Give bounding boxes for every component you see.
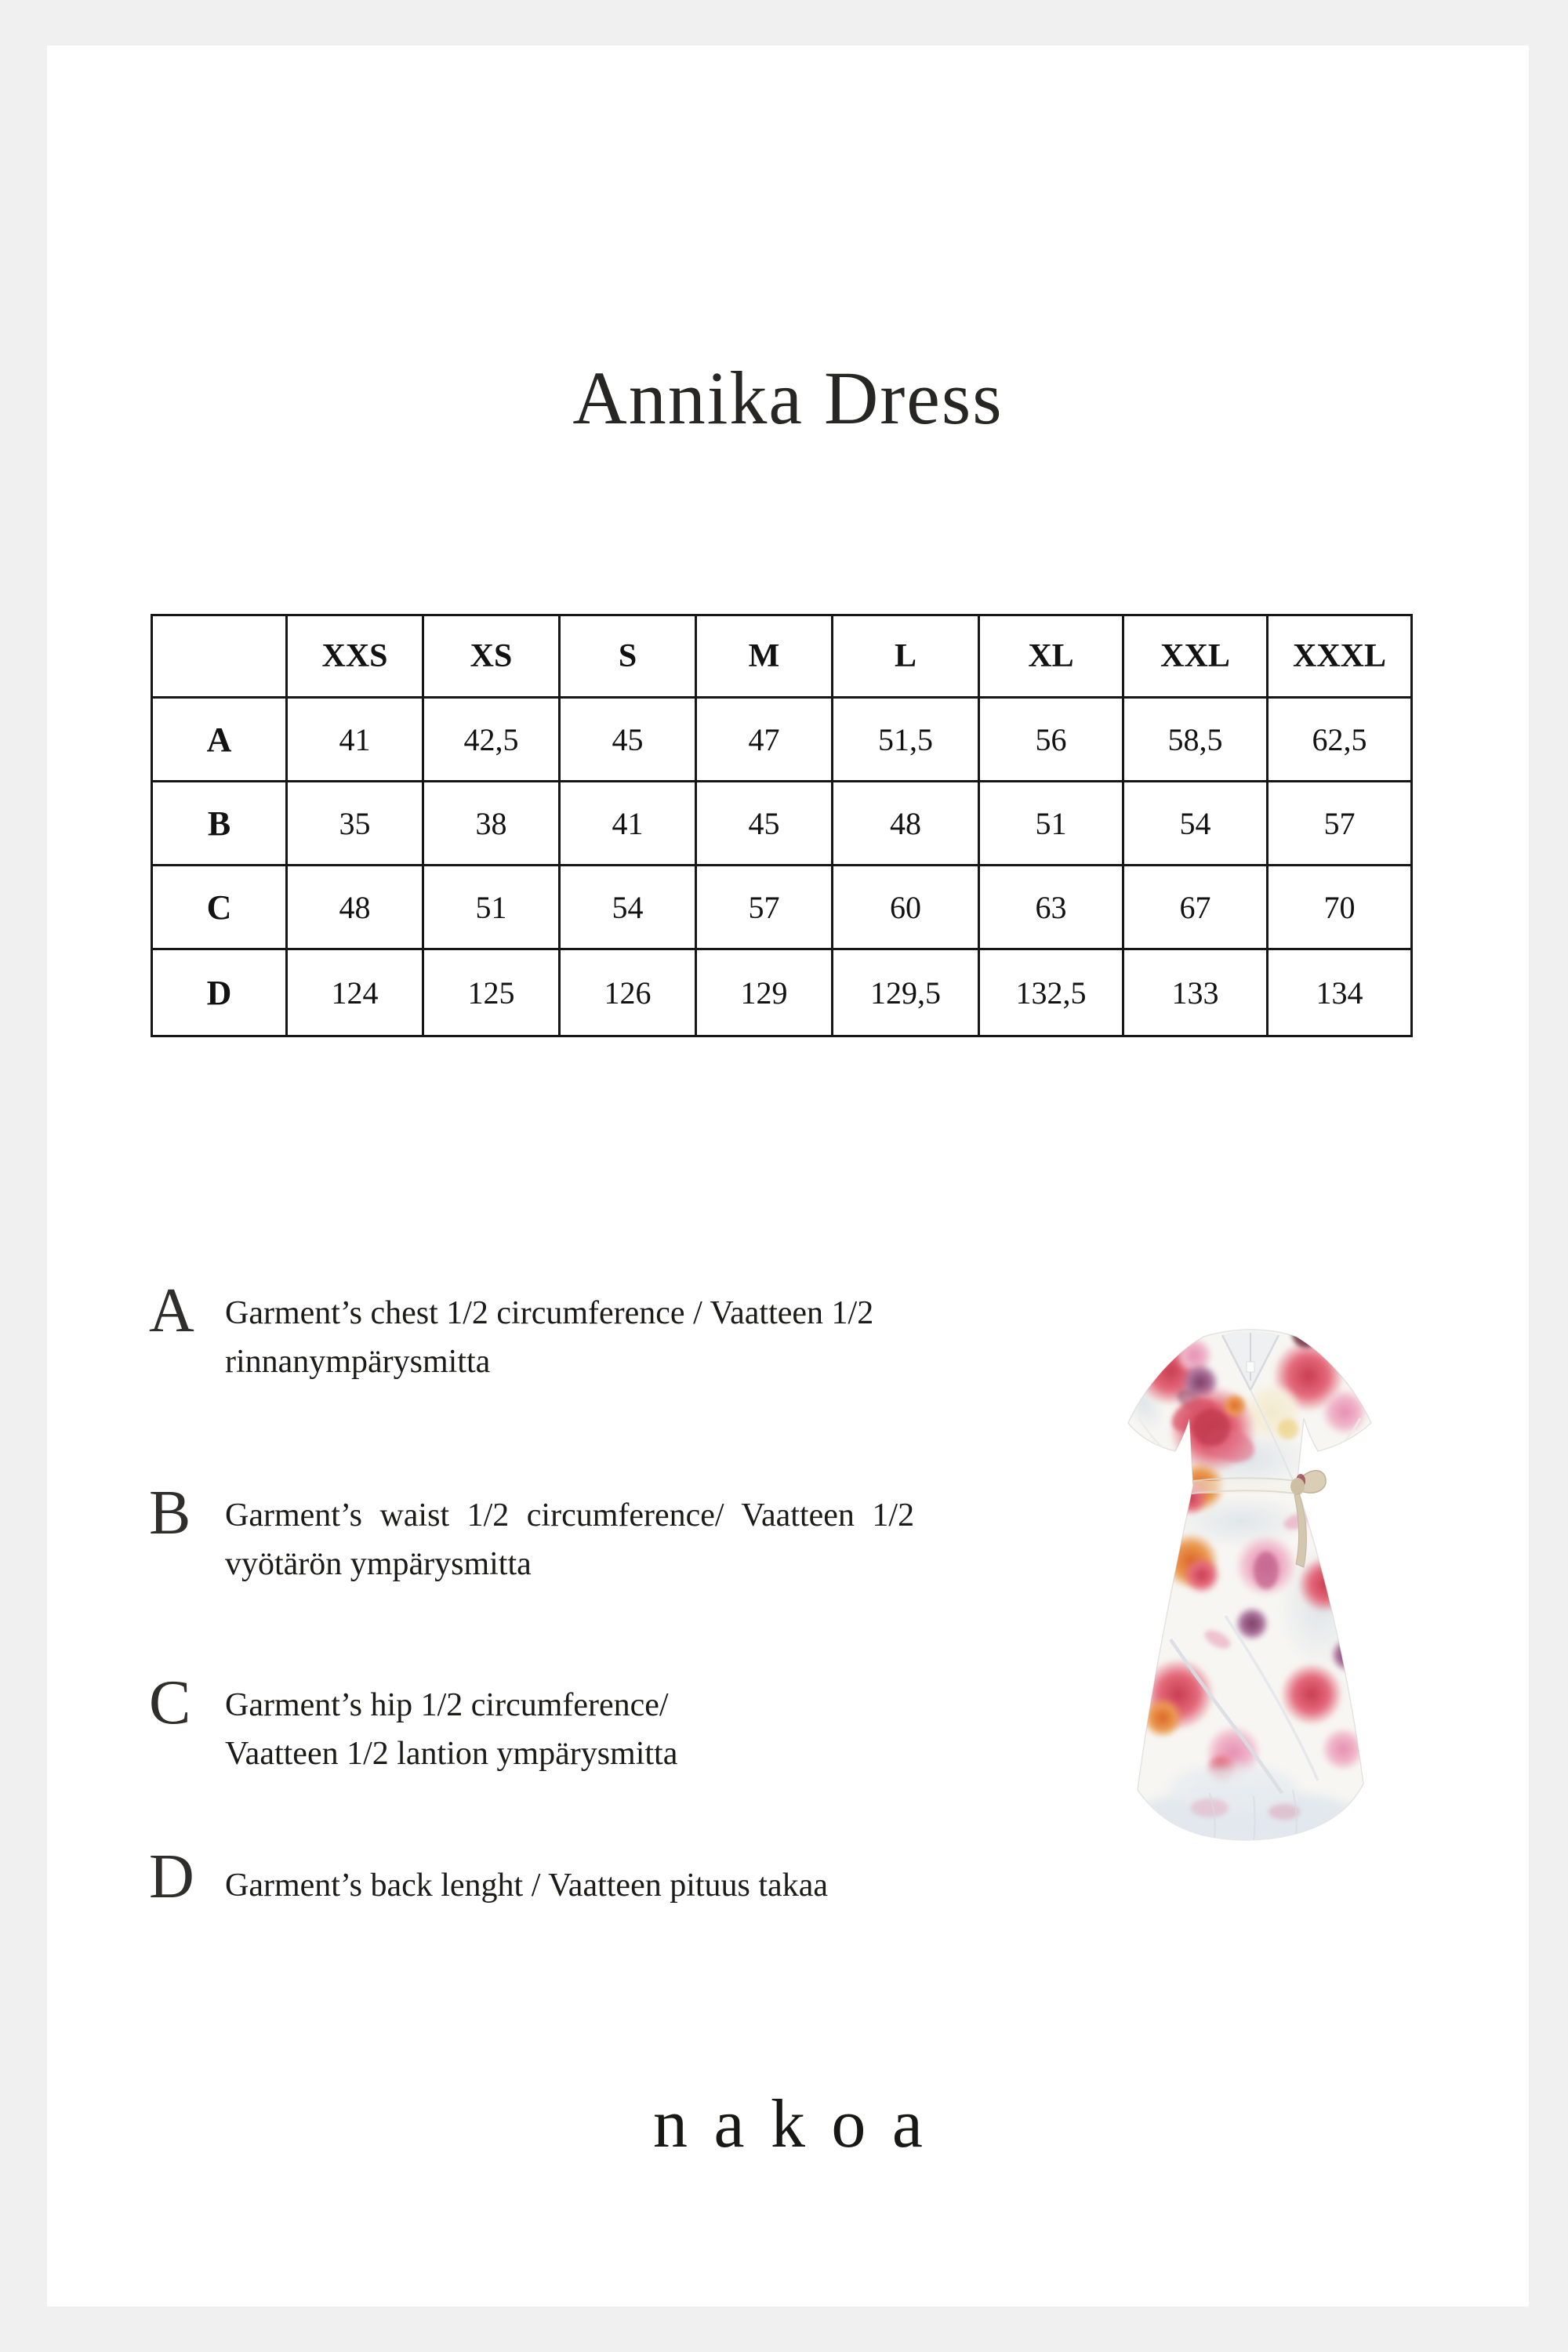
legend-item-d [149, 1842, 1025, 1911]
size-value-cell: 70 [1268, 866, 1412, 949]
legend-item-c [149, 1668, 1025, 1778]
size-value-cell: 51 [979, 782, 1123, 866]
measurement-description-c [225, 1681, 1025, 1778]
size-value-cell: 48 [287, 866, 423, 949]
product-title: Annika Dress [572, 356, 1004, 440]
measurement-description-b [225, 1491, 1025, 1588]
size-value-cell: 133 [1123, 949, 1268, 1036]
size-value-cell: 41 [287, 698, 423, 782]
size-column-header: XS [423, 615, 560, 698]
size-value-cell: 129 [696, 949, 833, 1036]
product-photo-floral-wrap-dress [1116, 1326, 1384, 1845]
size-value-cell: 132,5 [979, 949, 1123, 1036]
size-chart-table [151, 614, 1413, 1037]
measurement-letter-b: B [149, 1479, 191, 1548]
size-column-header: S [560, 615, 696, 698]
size-value-cell: 67 [1123, 866, 1268, 949]
size-column-header: L [833, 615, 979, 698]
size-value-cell: 51 [423, 866, 560, 949]
size-value-cell: 48 [833, 782, 979, 866]
size-value-cell: 35 [287, 782, 423, 866]
measurement-description-d [225, 1855, 1025, 1908]
size-value-cell: 42,5 [423, 698, 560, 782]
size-value-cell: 56 [979, 698, 1123, 782]
measurement-row-label: B [152, 782, 287, 866]
brand-logo: nakoa [653, 2086, 949, 2162]
measurement-row-label: C [152, 866, 287, 949]
table-row [152, 782, 1412, 866]
legend-item-b [149, 1479, 1025, 1588]
size-column-header: XXS [287, 615, 423, 698]
table-header-row [152, 615, 1412, 698]
size-value-cell: 41 [560, 782, 696, 866]
table-corner-cell [152, 615, 287, 698]
size-value-cell: 129,5 [833, 949, 979, 1036]
measurement-letter-c: C [149, 1668, 191, 1737]
size-value-cell: 126 [560, 949, 696, 1036]
table-row [152, 949, 1412, 1036]
size-value-cell: 54 [560, 866, 696, 949]
measurement-row-label: D [152, 949, 287, 1036]
size-column-header: XL [979, 615, 1123, 698]
size-column-header: XXL [1123, 615, 1268, 698]
size-value-cell: 58,5 [1123, 698, 1268, 782]
size-value-cell: 45 [696, 782, 833, 866]
size-value-cell: 125 [423, 949, 560, 1036]
size-value-cell: 134 [1268, 949, 1412, 1036]
size-value-cell: 124 [287, 949, 423, 1036]
size-value-cell: 51,5 [833, 698, 979, 782]
size-value-cell: 57 [696, 866, 833, 949]
legend-line: vyötärön ympärysmitta [225, 1546, 532, 1582]
size-column-header: M [696, 615, 833, 698]
size-value-cell: 54 [1123, 782, 1268, 866]
legend-line: Garment’s back lenght / Vaatteen pituus takaa [225, 1867, 828, 1904]
size-value-cell: 62,5 [1268, 698, 1412, 782]
legend-line: rinnanympärysmitta [225, 1344, 491, 1380]
measurement-letter-a: A [149, 1276, 194, 1345]
measurement-description-a [225, 1289, 1025, 1386]
measurement-row-label: A [152, 698, 287, 782]
legend-line: Vaatteen 1/2 lantion ympärysmitta [225, 1736, 678, 1772]
size-value-cell: 57 [1268, 782, 1412, 866]
legend-line: Garment’s hip 1/2 circumference/ [225, 1687, 669, 1723]
size-column-header: XXXL [1268, 615, 1412, 698]
measurement-letter-d: D [149, 1842, 194, 1911]
legend-item-a [149, 1276, 1025, 1386]
legend-line: Garment’s chest 1/2 circumference / Vaatteen 1/2 [225, 1295, 874, 1331]
document-sheet [47, 45, 1529, 2307]
size-value-cell: 47 [696, 698, 833, 782]
size-value-cell: 45 [560, 698, 696, 782]
size-value-cell: 63 [979, 866, 1123, 949]
legend-line: Garment’s waist 1/2 circumference/ Vaatteen 1/2 [225, 1497, 915, 1534]
table-row [152, 698, 1412, 782]
size-value-cell: 60 [833, 866, 979, 949]
size-value-cell: 38 [423, 782, 560, 866]
table-row [152, 866, 1412, 949]
